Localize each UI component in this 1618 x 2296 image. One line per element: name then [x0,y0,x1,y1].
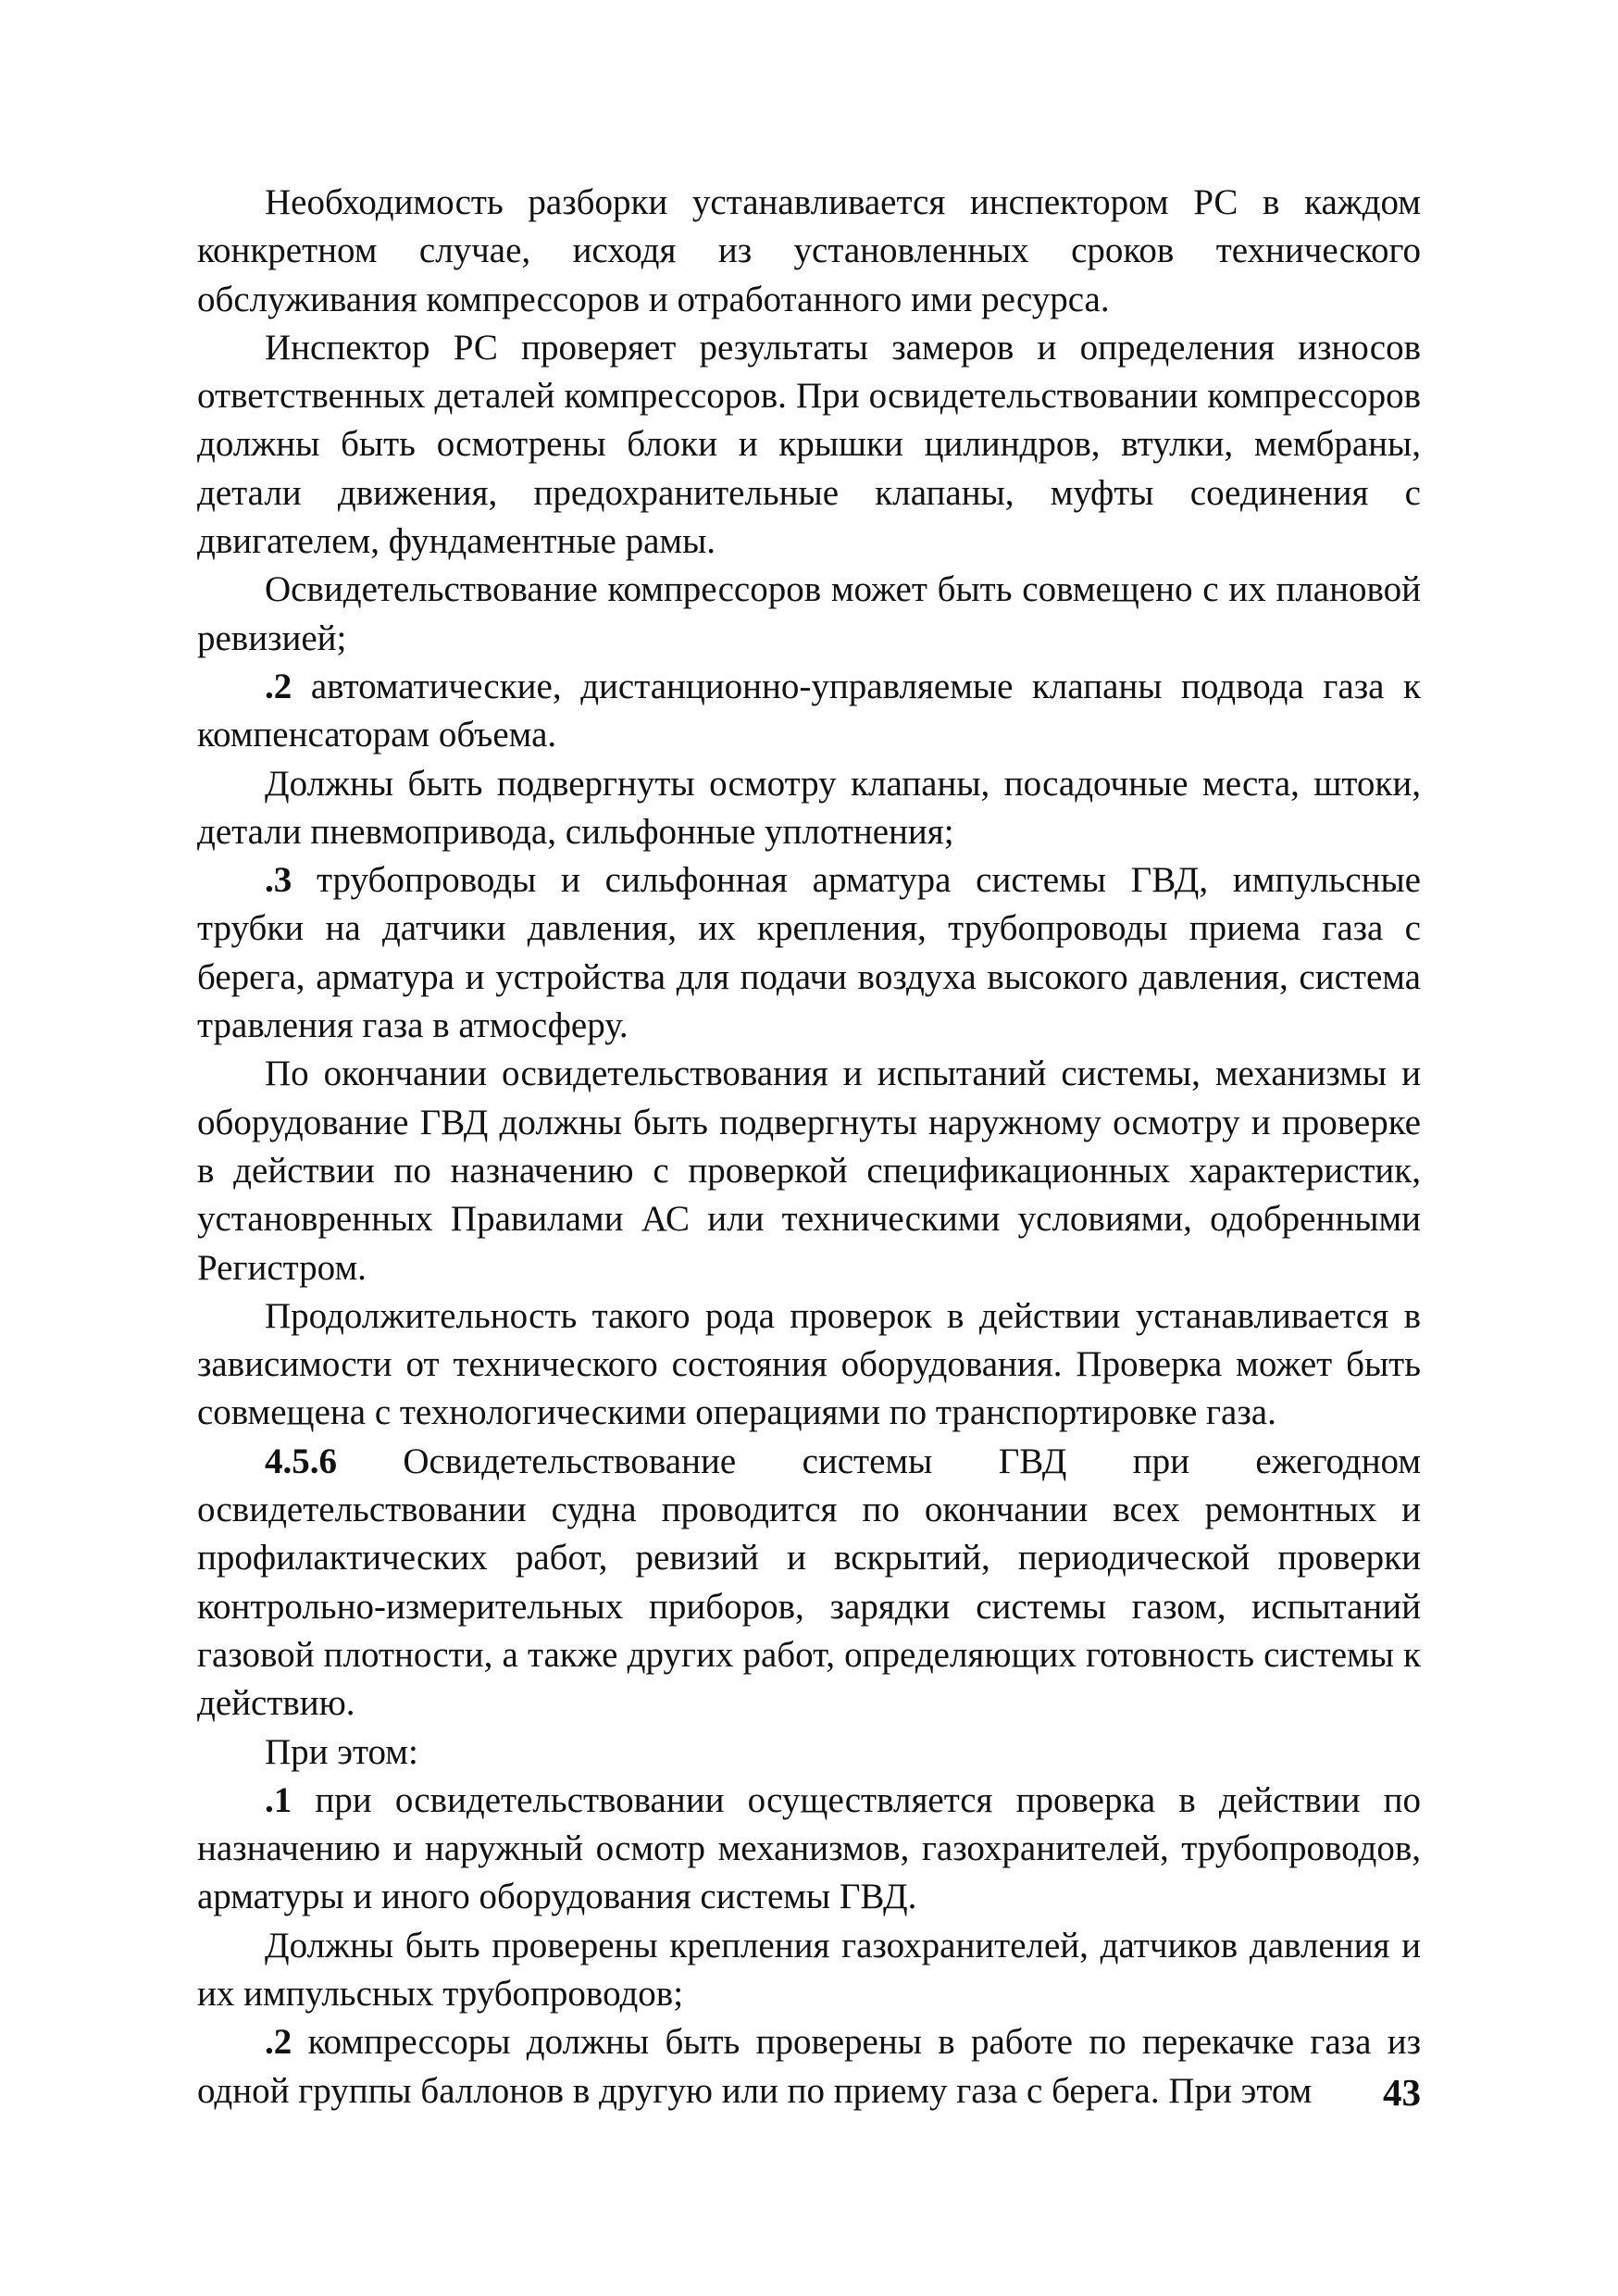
paragraph-11 [197,1777,1421,1922]
paragraph-text: трубопроводы и сильфонная арматура системы ГВД, импульсные трубки на датчики давления, их крепления, трубопроводы приема газа с берега, арматура и устройства для подачи воздуха высокого давления, система травления газа в атмосферу. [197,860,1421,1046]
paragraph-6 [197,856,1421,1050]
paragraph-text: компрессоры должны быть проверены в работе по перекачке газа из одной группы баллонов в другую или по приему газа с берега. При этом [197,2022,1421,2111]
paragraph-5 [197,760,1421,857]
paragraph-text: Инспектор РС проверяет результаты замеров и определения износов ответственных деталей компрессоров. При освидетельствовании компрессоров должны быть осмотрены блоки и крышки цилиндров, втулки, мембраны, детали движения, предохранительные клапаны, муфты соединения с двигателем, фундаментные рамы. [197,327,1421,562]
paragraph-text: По окончании освидетельствования и испытаний системы, механизмы и оборудование ГВД должны быть подвергнуты наружному осмотру и проверке в действии по назначению с проверкой спецификационных характеристик, установренных Правилами АС или техническими условиями, одобренными Регистром. [197,1054,1421,1288]
paragraph-text: Должны быть проверены крепления газохранителей, датчиков давления и их импульсных трубопроводов; [197,1925,1421,2014]
paragraph-text: при освидетельствовании осуществляется проверка в действии по назначению и наружный осмотр механизмов, газохранителей, трубопроводов, арматуры и иного оборудования системы ГВД. [197,1779,1421,1917]
paragraph-number: .2 [265,666,292,706]
paragraph-number: .2 [265,2022,292,2063]
paragraph-13 [197,2018,1421,2115]
paragraph-number: .3 [265,860,292,901]
page-number: 43 [1383,2071,1421,2114]
paragraph-9 [197,1438,1421,1728]
paragraph-text: автоматические, дистанционно-управляемые клапаны подвода газа к компенсаторам объема. [197,666,1421,755]
paragraph-2 [197,324,1421,566]
paragraph-8 [197,1292,1421,1438]
paragraph-7 [197,1050,1421,1292]
paragraph-12 [197,1922,1421,2019]
paragraph-text: Освидетельствование системы ГВД при ежегодном освидетельствовании судна проводится по окончании всех ремонтных и профилактических работ, ревизий и вскрытий, периодической проверки контрольно-измерительных приборов, зарядки системы газом, испытаний газовой плотности, а также других работ, определяющих готовность системы к действию. [197,1441,1421,1724]
paragraph-text: Освидетельствование компрессоров может быть совмещено с их плановой ревизией; [197,569,1421,658]
paragraph-10 [197,1728,1421,1777]
paragraph-text: При этом: [265,1731,418,1772]
paragraph-number: .1 [265,1779,292,1820]
paragraph-3 [197,566,1421,663]
paragraph-1 [197,179,1421,324]
paragraph-number: 4.5.6 [265,1441,337,1481]
paragraph-text: Необходимость разборки устанавливается инспектором РС в каждом конкретном случае, исходя из установленных сроков технического обслуживания компрессоров и отработанного ими ресурса. [197,182,1421,319]
paragraph-4 [197,663,1421,760]
paragraph-text: Должны быть подвергнуты осмотру клапаны, посадочные места, штоки, детали пневмопривода, сильфонные уплотнения; [197,763,1421,852]
body-text [197,179,1421,2115]
paragraph-text: Продолжительность такого рода проверок в действии устанавливается в зависимости от технического состояния оборудования. Проверка может быть совмещена с технологическими операциями по транспортировке газа. [197,1295,1421,1433]
